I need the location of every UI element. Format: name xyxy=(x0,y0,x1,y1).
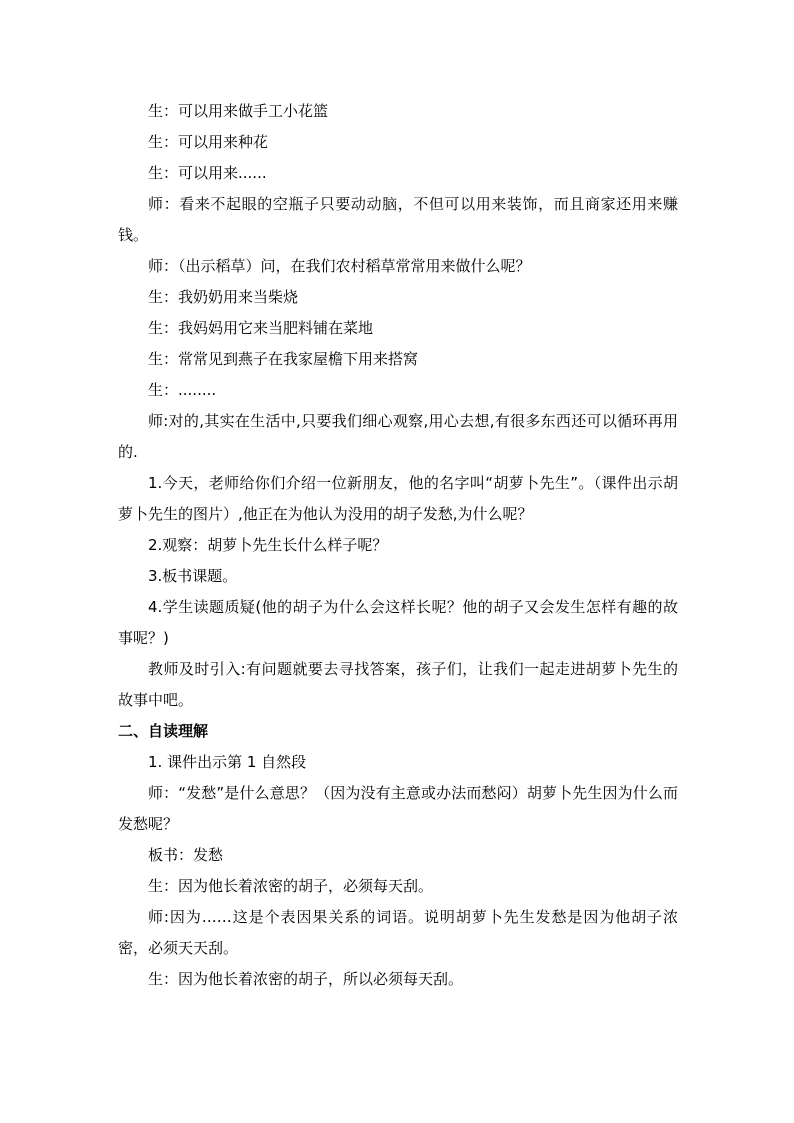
paragraph: 生：........ xyxy=(148,381,217,399)
paragraph: 师：（出示稻草）问，在我们农村稻草常常用来做什么呢？ xyxy=(148,257,531,275)
paragraph: 生：可以用来做手工小花篮 xyxy=(148,102,329,120)
paragraph: 师：“发愁”是什么意思？（因为没有主意或办法而愁闷）胡萝卜先生因为什么而发愁呢？ xyxy=(118,784,678,833)
section-heading: 二、自读理解 xyxy=(118,722,209,740)
paragraph: 生：可以用来种花 xyxy=(148,133,269,151)
document-body xyxy=(118,96,678,995)
paragraph: 生：因为他长着浓密的胡子，必须每天刮。 xyxy=(148,877,434,895)
paragraph: 3.板书课题。 xyxy=(148,567,238,585)
paragraph: 生：常常见到燕子在我家屋檐下用来搭窝 xyxy=(148,350,419,368)
paragraph: 师:因为……这是个表因果关系的词语。说明胡萝卜先生发愁是因为他胡子浓密，必须天天刮。 xyxy=(118,908,678,957)
paragraph: 师：看来不起眼的空瓶子只要动动脑，不但可以用来装饰，而且商家还用来赚钱。 xyxy=(118,195,678,244)
paragraph: 生：因为他长着浓密的胡子，所以必须每天刮。 xyxy=(148,970,464,988)
paragraph: 师:对的,其实在生活中,只要我们细心观察,用心去想,有很多东西还可以循环再用的. xyxy=(118,412,678,461)
paragraph: 生：我奶奶用来当柴烧 xyxy=(148,288,299,306)
paragraph: 生：可以用来...... xyxy=(148,164,267,182)
paragraph: 1.今天，老师给你们介绍一位新朋友，他的名字叫“胡萝卜先生”。（课件出示胡萝卜先生的图片）,他正在为他认为没用的胡子发愁,为什么呢？ xyxy=(118,474,678,523)
paragraph: 生：我妈妈用它来当肥料铺在菜地 xyxy=(148,319,374,337)
paragraph: 4.学生读题质疑(他的胡子为什么会这样长呢？他的胡子又会发生怎样有趣的故事呢？) xyxy=(118,598,678,647)
paragraph: 板书：发愁 xyxy=(148,846,224,864)
paragraph: 2.观察：胡萝卜先生长什么样子呢？ xyxy=(148,536,388,554)
paragraph: 教师及时引入:有问题就要去寻找答案，孩子们，让我们一起走进胡萝卜先生的故事中吧。 xyxy=(118,660,678,709)
paragraph: 1. 课件出示第 1 自然段 xyxy=(148,753,307,771)
